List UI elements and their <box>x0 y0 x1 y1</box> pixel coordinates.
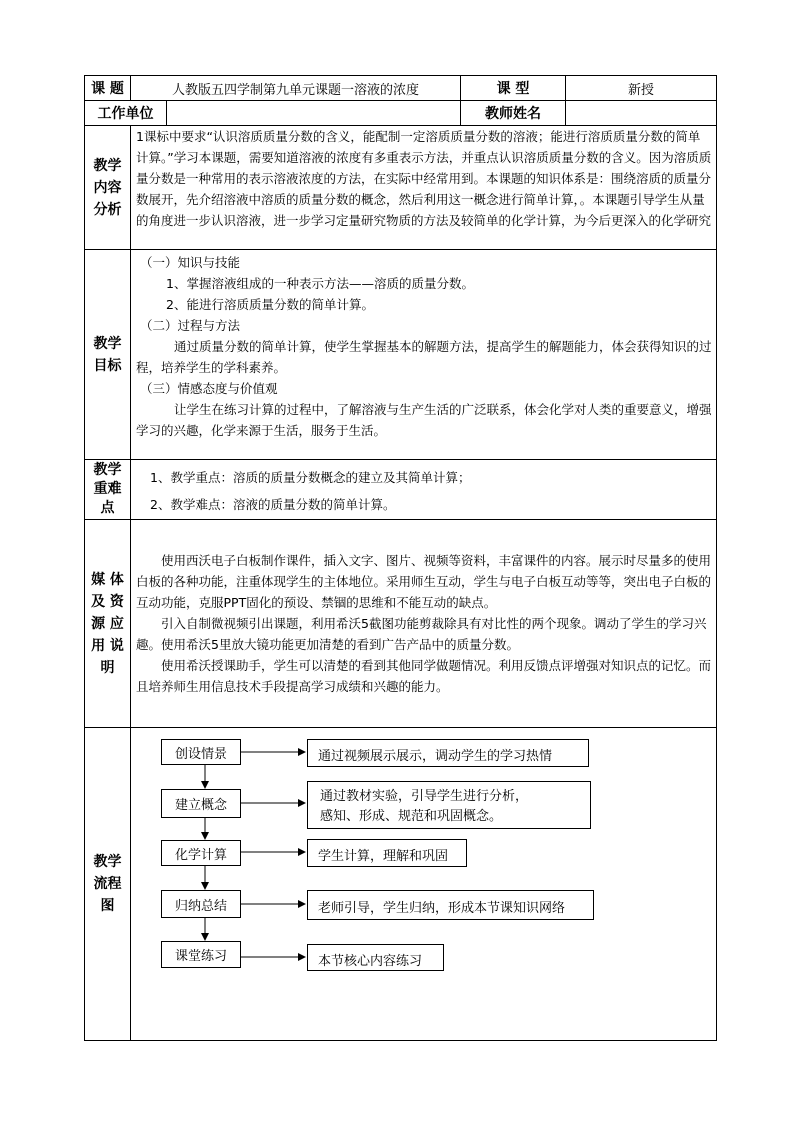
lesson-plan-table <box>84 75 717 1041</box>
flow-step-box <box>161 789 241 818</box>
lesson-type-label: 课 型 <box>496 81 530 97</box>
flow-step-desc: 通过视频展示展示，调动学生的学习热情 <box>318 749 553 764</box>
difficult-point: 2、教学难点：溶液的质量分数的简单计算。 <box>150 497 396 512</box>
flow-label: 教学 流程 图 <box>93 854 122 914</box>
goals-heading-knowledge: （一）知识与技能 <box>140 255 241 270</box>
course-label: 课 题 <box>91 81 124 97</box>
goals-label: 教学 目标 <box>93 335 122 374</box>
goals-paragraph: 让学生在练习计算的过程中，了解溶液与生产生活的广泛联系，体会化学对人类的重要意义，增强学习的兴趣，化学来源于生活，服务于生活。 <box>136 402 712 438</box>
analysis-label: 教学 内容 分析 <box>93 157 122 218</box>
flow-step-label: 创设情景 <box>174 746 227 762</box>
flow-step-desc: 老师引导，学生归纳，形成本节课知识网络 <box>318 901 566 916</box>
goals-item: 2、能进行溶质质量分数的简单计算。 <box>166 297 374 312</box>
flow-step-label: 化学计算 <box>174 847 227 863</box>
flow-step-box <box>161 739 241 765</box>
teacher-name-label: 教师姓名 <box>485 106 541 122</box>
flow-desc-box <box>307 839 467 867</box>
goals-heading-process: （二）过程与方法 <box>140 318 241 333</box>
media-paragraph: 使用西沃电子白板制作课件，插入文字、图片、视频等资料，丰富课件的内容。展示时尽量多的使用白板的各种功能，注重体现学生的主体地位。采用师生互动，学生与电子白板互动等等，突出电子白板的互动功能，克服PPT固化的预设、禁锢的思维和不能互动的缺点。 <box>136 553 712 610</box>
media-paragraph: 使用希沃授课助手，学生可以清楚的看到其他同学做题情况。利用反馈点评增强对知识点的记忆。而且培养师生用信息技术手段提高学习成绩和兴趣的能力。 <box>136 658 712 694</box>
work-unit-label: 工作单位 <box>97 106 154 122</box>
flow-step-box <box>161 840 241 866</box>
goals-heading-attitude: （三）情感态度与价值观 <box>140 381 278 396</box>
flow-desc-box <box>307 944 444 971</box>
flow-desc-box <box>307 781 591 829</box>
flow-step-desc: 本节核心内容练习 <box>318 954 423 969</box>
goals-item: 1、掌握溶液组成的一种表示方法——溶质的质量分数。 <box>166 276 474 291</box>
flow-step-label: 课堂练习 <box>174 949 227 964</box>
flow-step-desc: 学生计算，理解和巩固 <box>318 849 449 864</box>
flow-step-label: 归纳总结 <box>174 898 227 914</box>
flow-step-box <box>161 941 241 968</box>
media-paragraph: 引入自制微视频引出课题，利用希沃5截图功能剪裁除具有对比性的两个现象。调动了学生的学习兴趣。使用希沃5里放大镜功能更加清楚的看到广告产品中的质量分数。 <box>136 616 707 652</box>
focus-label: 教学 重难 点 <box>93 462 122 516</box>
flow-desc-box <box>307 739 589 767</box>
lesson-type-value: 新授 <box>627 82 654 98</box>
flow-step-desc: 通过教材实验，引导学生进行分析， 感知、形成、规范和巩固概念。 <box>320 789 529 824</box>
flow-step-box <box>161 890 241 918</box>
goals-paragraph: 通过质量分数的简单计算，使学生掌握基本的解题方法，提高学生的解题能力，体会获得知识的过程，培养学生的学科素养。 <box>136 339 712 375</box>
analysis-text: 1课标中要求“认识溶质质量分数的含义，能配制一定溶质质量分数的溶液；能进行溶质质量分数的简单计算。”学习本课题，需要知道溶液的浓度有多重表示方法，并重点认识溶质质量分数的含义。因为溶质质量分数是一种常用的表示溶液浓度的方法，在实际中经常用到。本课题的知识体系是：围绕溶质的质量分数展开，先介绍溶液中溶质的质量分数的概念，然后利用这一概念进行简单计算，。本课题引导学生从量的角度进一步认识溶液，进一步学习定量研究物质的方法及较简单的化学计算，为今后更深入的化学研究 <box>136 129 712 228</box>
flow-step-label: 建立概念 <box>174 798 227 813</box>
flow-desc-box <box>307 890 594 920</box>
key-point: 1、教学重点：溶质的质量分数概念的建立及其简单计算； <box>150 470 471 485</box>
media-label: 媒 体 及 资 源 应 用 说 明 <box>91 571 124 676</box>
course-title: 人教版五四学制第九单元课题一溶液的浓度 <box>171 82 419 98</box>
